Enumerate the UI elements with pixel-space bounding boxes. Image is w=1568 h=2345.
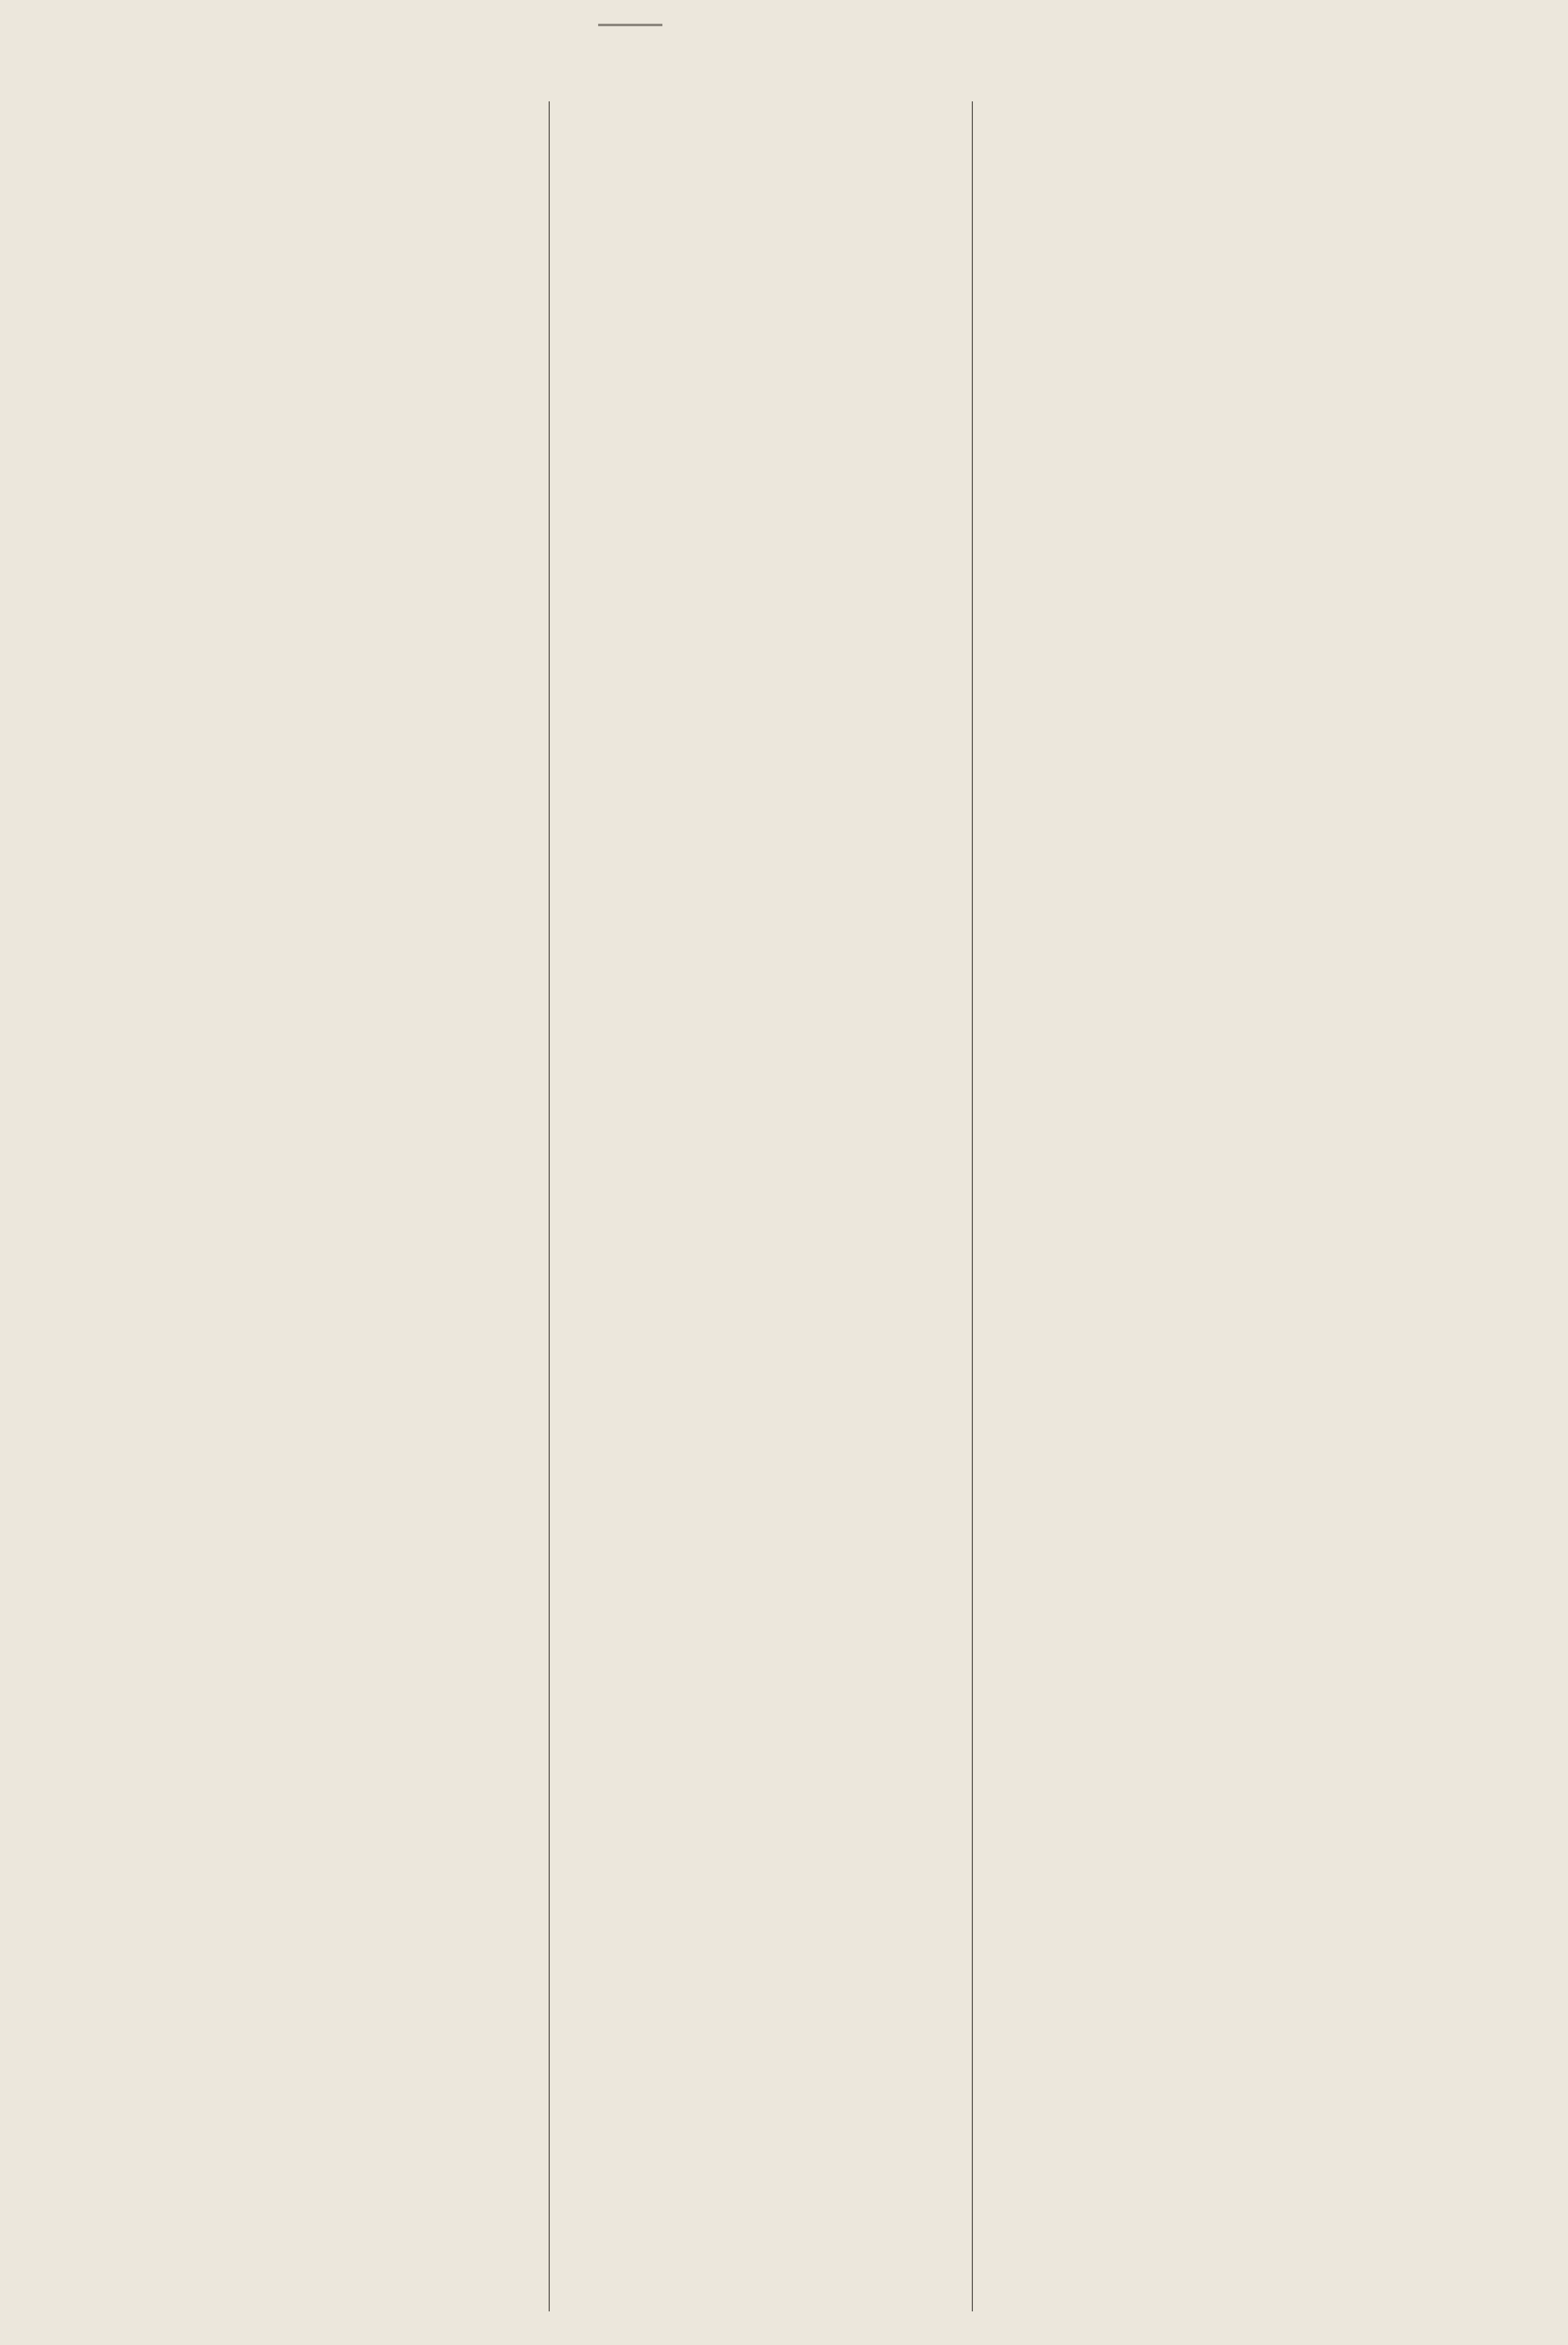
column-middle [560, 101, 1005, 2311]
column-right [979, 101, 1424, 2311]
column-divider-1 [549, 101, 550, 2311]
column-left [117, 101, 562, 2311]
column-divider-2 [972, 101, 973, 2311]
header-rule [598, 24, 662, 26]
